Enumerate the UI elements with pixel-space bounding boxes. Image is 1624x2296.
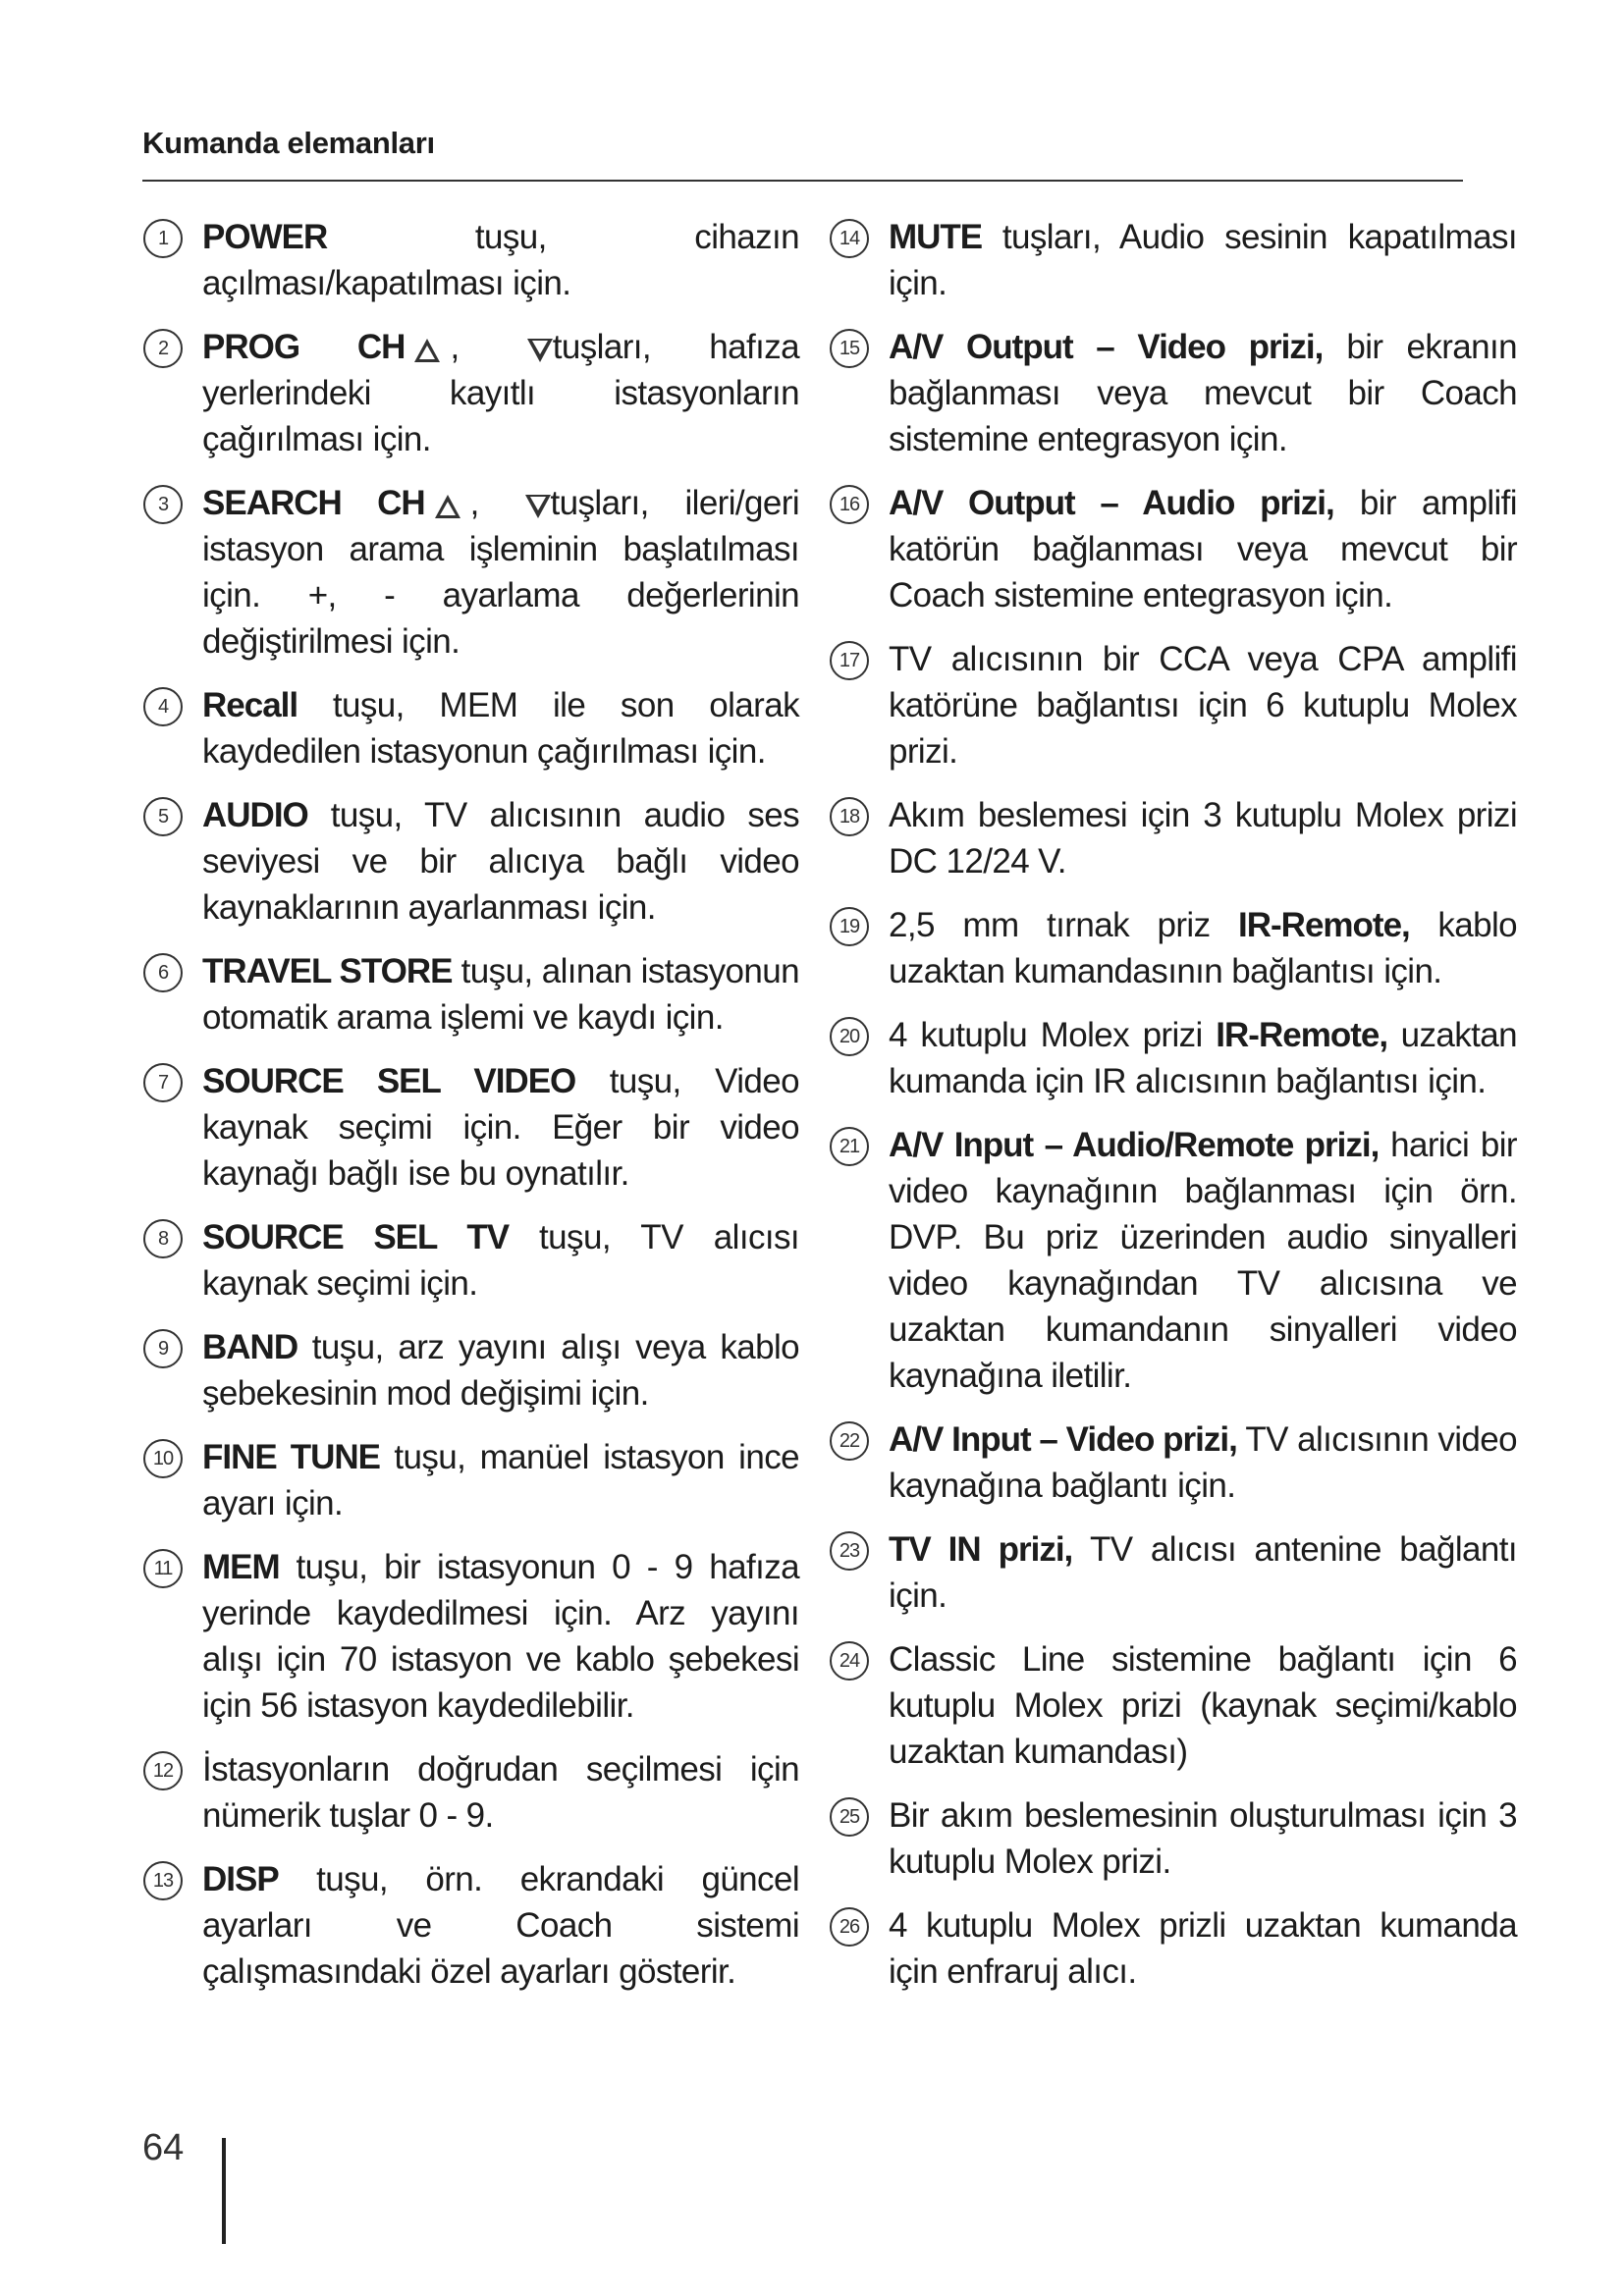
- list-item-23: [830, 1526, 1517, 1619]
- list-item-21: [830, 1122, 1517, 1399]
- triangle-down-icon: [525, 495, 551, 518]
- item-number: 8: [143, 1219, 183, 1258]
- item-number: 14: [830, 219, 869, 258]
- list-item-8: [143, 1214, 799, 1307]
- list-item-4: [143, 682, 799, 774]
- list-item-7: [143, 1058, 799, 1197]
- triangle-up-icon: [414, 339, 440, 362]
- item-number: 13: [143, 1861, 183, 1900]
- item-number: 18: [830, 797, 869, 836]
- item-text: bir ekranın bağlanması veya mevcut bir Coach sistemine entegrasyon için.: [889, 328, 1517, 458]
- list-item-11: [143, 1544, 799, 1729]
- item-key: FINE TUNE: [202, 1438, 380, 1476]
- item-text: harici bir video kaynağının bağlanması için örn. DVP. Bu priz üzerinden audio sinyalleri video kaynağından TV alıcısına ve uzaktan kumandanın sinyalleri video kaynağına iletilir.: [889, 1126, 1517, 1395]
- item-key: A/V Output – Audio prizi,: [889, 484, 1334, 522]
- left-column: [143, 214, 799, 2012]
- item-key: SEARCH CH: [202, 484, 425, 522]
- item-key: Recall: [202, 686, 298, 724]
- item-number: 10: [143, 1439, 183, 1478]
- item-text: TV alıcısının video kaynağına bağlantı için.: [889, 1420, 1517, 1505]
- item-text: tuşu, TV alıcısının audio ses seviyesi ve bir alıcıya bağlı video kaynaklarının ayarlanması için.: [202, 796, 799, 927]
- list-item-24: [830, 1636, 1517, 1775]
- item-key: IR-Remote,: [1238, 906, 1410, 944]
- item-key: A/V Output – Video prizi,: [889, 328, 1324, 366]
- item-key: AUDIO: [202, 796, 308, 834]
- item-text: uzaktan kumanda için IR alıcısının bağlantısı için.: [889, 1016, 1517, 1100]
- list-item-15: [830, 324, 1517, 462]
- item-number: 5: [143, 797, 183, 836]
- list-item-14: [830, 214, 1517, 306]
- item-text: tuşu, arz yayını alışı veya kablo şebekesinin mod değişimi için.: [202, 1328, 799, 1413]
- section-header: Kumanda elemanları: [142, 126, 435, 160]
- item-text: tuşu, bir istasyonun 0 - 9 hafıza yerinde kaydedilmesi için. Arz yayını alışı için 70 istasyon ve kablo şebekesi için 56 istasyon kaydedilebilir.: [202, 1548, 799, 1725]
- item-number: 6: [143, 953, 183, 992]
- triangle-up-icon: [435, 495, 460, 518]
- header-rule: [142, 180, 1463, 182]
- item-text: TV alıcısı antenine bağlantı için.: [889, 1530, 1517, 1615]
- item-text: bir amplifi katörün bağlanması veya mevcut bir Coach sistemine entegrasyon için.: [889, 484, 1517, 614]
- item-text: tuşları, ileri/geri istasyon arama işleminin başlatılması için. +, - ayarlama değerlerinin değiştirilmesi için.: [202, 484, 799, 661]
- item-number: 22: [830, 1421, 869, 1461]
- item-prefix: 2,5 mm tırnak priz: [889, 906, 1239, 944]
- item-number: 21: [830, 1127, 869, 1166]
- item-text: Classic Line sistemine bağlantı için 6 kutuplu Molex prizi (kaynak seçimi/kablo uzaktan kumandası): [889, 1640, 1517, 1771]
- item-text: TV alıcısının bir CCA veya CPA amplifi katörüne bağlantısı için 6 kutuplu Molex prizi.: [889, 640, 1517, 771]
- item-text: tuşları, hafıza yerlerindeki kayıtlı istasyonların çağırılması için.: [202, 328, 799, 458]
- item-text: Bir akım beslemesinin oluşturulması için 3 kutuplu Molex prizi.: [889, 1796, 1517, 1881]
- item-key: TV IN prizi,: [889, 1530, 1073, 1569]
- item-prefix: 4 kutuplu Molex prizi: [889, 1016, 1217, 1054]
- item-text: tuşu, Video kaynak seçimi için. Eğer bir video kaynağı bağlı ise bu oynatılır.: [202, 1062, 799, 1193]
- item-text: kablo uzaktan kumandasının bağlantısı için.: [889, 906, 1517, 990]
- item-text: tuşları, Audio sesinin kapatılması için.: [889, 218, 1517, 302]
- item-text: tuşu, örn. ekrandaki güncel ayarları ve Coach sistemi çalışmasındaki özel ayarları gösterir.: [202, 1860, 799, 1991]
- item-text: tuşu, alınan istasyonun otomatik arama işlemi ve kaydı için.: [202, 952, 800, 1037]
- item-key: MEM: [202, 1548, 280, 1586]
- list-item-9: [143, 1324, 799, 1416]
- list-item-20: [830, 1012, 1517, 1104]
- page-number-divider: [222, 2138, 226, 2244]
- item-number: 17: [830, 641, 869, 680]
- list-item-2: 2 PROG CH , tuşları, hafıza yerlerindeki kayıtlı istasyonların çağırılması için.: [143, 324, 799, 462]
- item-key: POWER: [202, 218, 328, 256]
- item-text: Akım beslemesi için 3 kutuplu Molex prizi DC 12/24 V.: [889, 796, 1517, 881]
- list-item-10: [143, 1434, 799, 1526]
- item-text: tuşu, MEM ile son olarak kaydedilen istasyonun çağırılması için.: [202, 686, 799, 771]
- list-item-6: [143, 948, 799, 1041]
- triangle-down-icon: [527, 339, 553, 362]
- item-number: 1: [143, 219, 183, 258]
- list-item-5: [143, 792, 799, 931]
- list-item-19: [830, 902, 1517, 994]
- list-item-26: [830, 1902, 1517, 1995]
- list-item-18: [830, 792, 1517, 884]
- item-text: İstasyonların doğrudan seçilmesi için nümerik tuşlar 0 - 9.: [202, 1750, 799, 1835]
- item-number: 4: [143, 687, 183, 726]
- item-text: tuşu, TV alıcısı kaynak seçimi için.: [202, 1218, 800, 1303]
- item-text: tuşu, cihazın açılması/kapatılması için.: [202, 218, 799, 302]
- list-item-13: [143, 1856, 799, 1995]
- item-text: 4 kutuplu Molex prizli uzaktan kumanda için enfraruj alıcı.: [889, 1906, 1517, 1991]
- list-item-12: [143, 1746, 799, 1839]
- item-number: 26: [830, 1907, 869, 1947]
- list-item-16: [830, 480, 1517, 618]
- item-key: MUTE: [889, 218, 983, 256]
- item-key: SOURCE SEL TV: [202, 1218, 510, 1256]
- page-number: 64: [142, 2127, 185, 2168]
- list-item-3: 3 SEARCH CH , tuşları, ileri/geri istasyon arama işleminin başlatılması için. +, - ayarlama değerlerinin değiştirilmesi için.: [143, 480, 799, 665]
- item-number: 16: [830, 485, 869, 524]
- item-key: SOURCE SEL VIDEO: [202, 1062, 576, 1100]
- list-item-1: [143, 214, 799, 306]
- item-number: 19: [830, 907, 869, 946]
- item-key: PROG CH: [202, 328, 406, 366]
- list-item-25: [830, 1792, 1517, 1885]
- item-text: tuşu, manüel istasyon ince ayarı için.: [202, 1438, 799, 1522]
- item-number: 7: [143, 1063, 183, 1102]
- list-item-22: [830, 1416, 1517, 1509]
- item-number: 25: [830, 1797, 869, 1837]
- item-number: 12: [143, 1751, 183, 1790]
- item-number: 9: [143, 1329, 183, 1368]
- item-number: 2: [143, 329, 183, 368]
- right-column: [830, 214, 1517, 2012]
- item-number: 3: [143, 485, 183, 524]
- item-key: A/V Input – Audio/Remote prizi,: [889, 1126, 1380, 1164]
- item-key: IR-Remote,: [1216, 1016, 1388, 1054]
- item-key: TRAVEL STORE: [202, 952, 453, 990]
- item-key: A/V Input – Video prizi,: [889, 1420, 1237, 1459]
- item-number: 23: [830, 1531, 869, 1571]
- item-number: 15: [830, 329, 869, 368]
- item-key: BAND: [202, 1328, 298, 1366]
- list-item-17: [830, 636, 1517, 774]
- item-number: 24: [830, 1641, 869, 1681]
- item-key: DISP: [202, 1860, 279, 1898]
- item-number: 11: [143, 1549, 183, 1588]
- item-number: 20: [830, 1017, 869, 1056]
